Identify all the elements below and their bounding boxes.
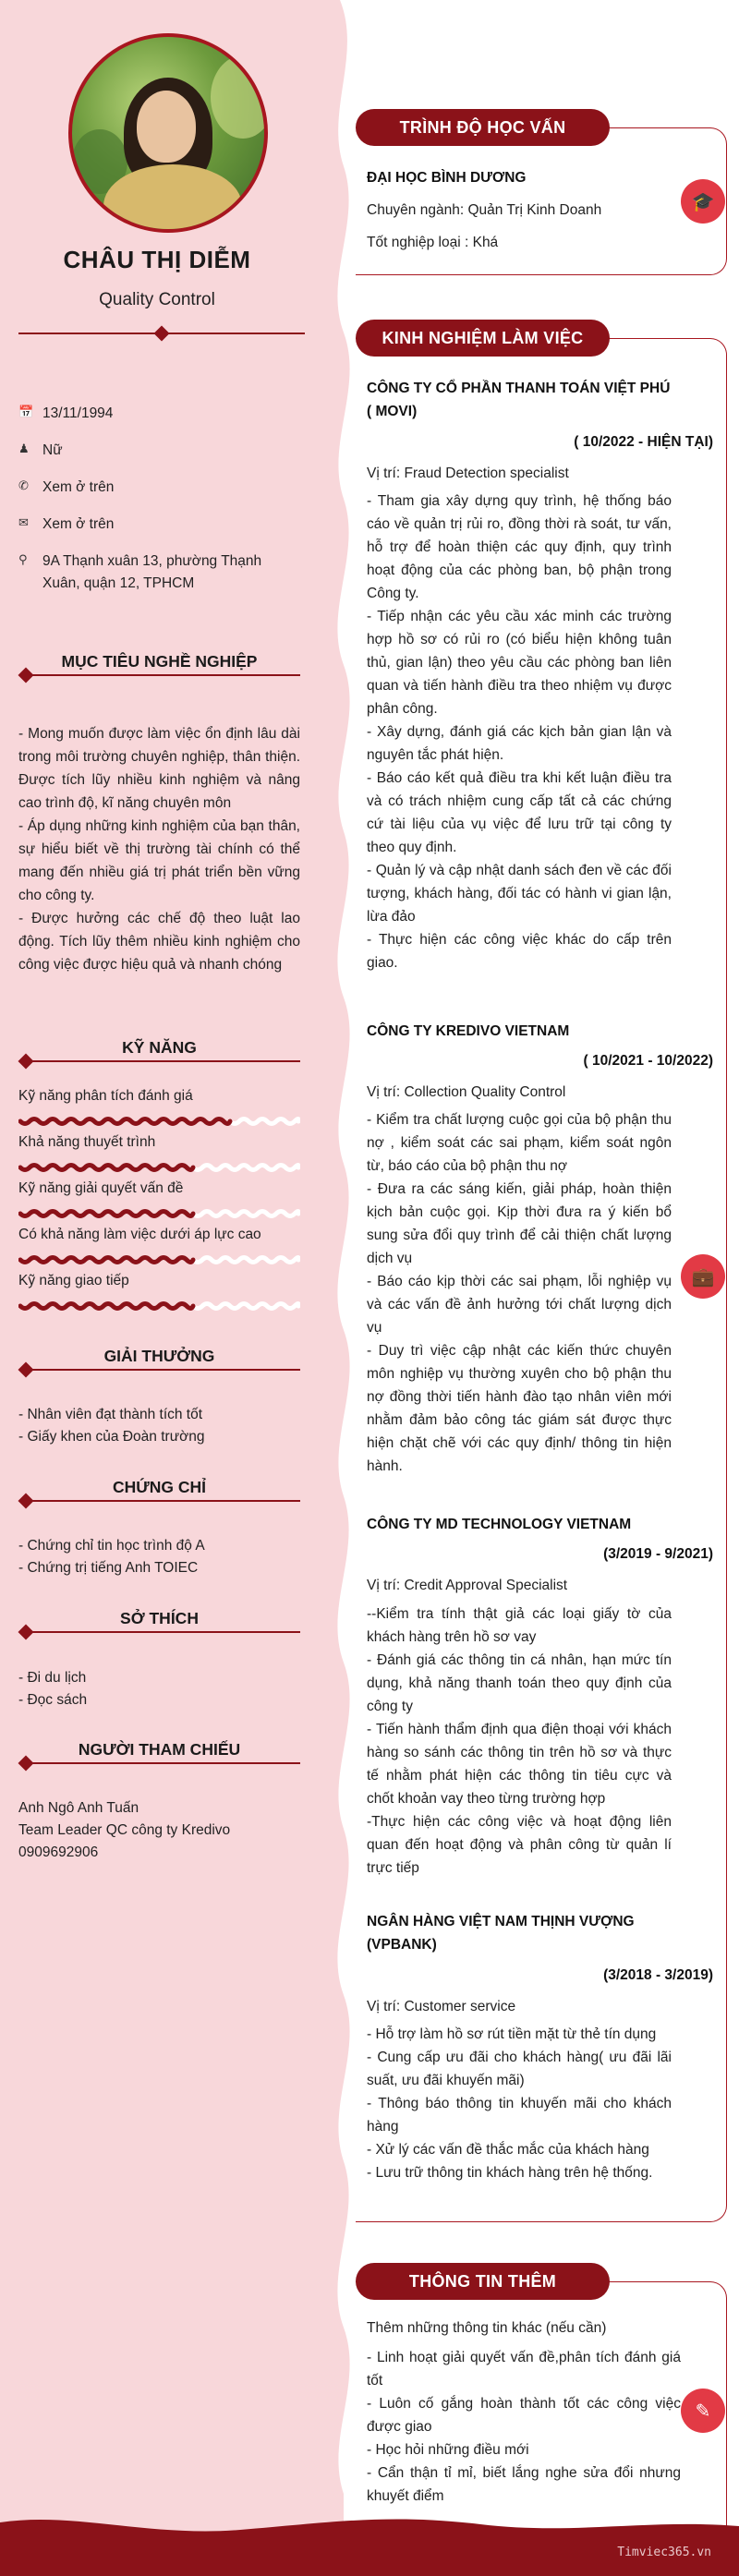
skills-heading: [18, 1038, 300, 1060]
gender-value: Nữ: [42, 442, 63, 458]
job-description: - Hỗ trợ làm hồ sơ rút tiền mặt từ thẻ tín dụng - Cung cấp ưu đãi cho khách hàng( ưu đãi lãi suất, ưu đãi khuyến mãi) - Thông báo thông tin khuyến mãi cho khách hàng - Xử lý các vấn đề thắc mắc của khách hàng - Lưu trữ thông tin khách hàng trên hệ thống.: [367, 2026, 672, 2181]
skill-item: [18, 1180, 300, 1197]
address-value: 9A Thạnh xuân 13, phường Thạnh Xuân, quận 12, TPHCM: [42, 553, 262, 591]
briefcase-icon: 💼: [681, 1254, 725, 1299]
dob-row: [18, 403, 113, 425]
job-title: Quality Control: [99, 290, 215, 309]
experience-heading: KINH NGHIỆM LÀM VIỆC: [356, 320, 610, 357]
graduation-cap-icon: 🎓: [681, 179, 725, 224]
skill-item: [18, 1134, 300, 1151]
additional-heading: THÔNG TIN THÊM: [356, 2263, 610, 2300]
user-icon: ♟: [18, 441, 30, 455]
job-period: ( 10/2022 - HIỆN TẠI): [574, 434, 713, 450]
skills-title: KỸ NĂNG: [122, 1038, 197, 1057]
skill-bar-track: [193, 1212, 298, 1216]
calendar-icon: 📅: [18, 405, 34, 418]
education-school: ĐẠI HỌC BÌNH DƯƠNG: [367, 170, 527, 186]
job-position: Vị trí: Customer service: [367, 1999, 516, 2014]
watermark: Timviec365.vn: [617, 2546, 711, 2559]
skill-bar-track: [230, 1119, 298, 1124]
job-period: ( 10/2021 - 10/2022): [583, 1053, 713, 1069]
avatar: [68, 33, 268, 233]
job-description: - Tham gia xây dựng quy trình, hệ thống báo cáo về quản trị rủi ro, đồng thời rà soát, tư vấn, hỗ trợ để hoàn thiện các quy định, quy trình hoạt động của các phòng ban, bộ phận trong Công ty. - Tiếp nhận các yêu cầu xác minh các trường hợp hồ sơ có rủi ro (có biểu hiện không tuân thủ, gian lận) theo yêu cầu các phòng ban liên quan và tiến hành điều tra theo nhiệm vụ được phân công. - Xây dựng, đánh giá các kịch bản gian lận và nguyên tắc phát hiện. - Báo cáo kết quả điều tra khi kết luận điều tra và có trách nhiệm cung cấp tất cả các chứng cứ tài liệu của vụ việc để lưu trữ tại công ty theo quy định. - Quản lý và cập nhật danh sách đen về các đối tượng, khách hàng, đối tác có hành vi gian lận, lừa đảo - Thực hiện các công việc khác do cấp trên giao.: [367, 493, 672, 971]
email-row: [18, 514, 114, 536]
reference-title: NGƯỜI THAM CHIẾU: [78, 1740, 241, 1759]
candidate-name: CHÂU THỊ DIỄM: [63, 246, 251, 273]
name-divider: [18, 327, 305, 340]
hobbies-text: - Đi du lịch - Đọc sách: [18, 1670, 88, 1708]
skill-item: [18, 1088, 300, 1105]
education-heading: TRÌNH ĐỘ HỌC VẤN: [356, 109, 610, 146]
skill-name: Có khả năng làm việc dưới áp lực cao: [18, 1227, 261, 1242]
certificates-heading: [18, 1478, 300, 1500]
skill-bar-fill: [20, 1166, 193, 1170]
skill-bar: [18, 1162, 300, 1173]
objective-title: MỤC TIÊU NGHỀ NGHIỆP: [61, 652, 258, 671]
skill-name: Kỹ năng giải quyết vấn đề: [18, 1180, 184, 1196]
reference-heading: [18, 1740, 300, 1762]
job-company: CÔNG TY MD TECHNOLOGY VIETNAM: [367, 1517, 632, 1532]
education-grade: Tốt nghiệp loại : Khá: [367, 235, 499, 250]
address-row: [18, 550, 286, 595]
job-position: Vị trí: Fraud Detection specialist: [367, 466, 569, 481]
additional-text: - Linh hoạt giải quyết vấn đề,phân tích đánh giá tốt - Luôn cố gắng hoàn thành tốt các công việc được giao - Học hỏi những điều mới - Cẩn thận tỉ mỉ, biết lắng nghe sửa đổi nhưng khuyết điểm: [367, 2350, 681, 2504]
skill-bar-track: [193, 1258, 298, 1263]
location-icon: ⚲: [18, 552, 28, 566]
skill-item: [18, 1273, 300, 1289]
skill-bar-fill: [20, 1258, 193, 1263]
skill-bar-fill: [20, 1212, 193, 1216]
hobbies-heading: [18, 1609, 300, 1631]
job-period: (3/2018 - 3/2019): [603, 1967, 713, 1983]
objective-text: - Mong muốn được làm việc ổn định lâu dài trong môi trường chuyên nghiệp, thân thiện. Được tích lũy nhiều kinh nghiệm và nâng cao trình độ, kĩ năng chuyên môn - Áp dụng những kinh nghiệm của bạn thân, sự hiểu biết về thị trường tài chính có thể mang đến nhiều giá trị phát triển bền vững cho công ty. - Được hưởng các chế độ theo luật lao động. Tích lũy thêm nhiều kinh nghiệm cho công việc được hiệu quả và nhanh chóng: [18, 726, 300, 973]
skill-bar: [18, 1116, 300, 1127]
education-major: Chuyên ngành: Quản Trị Kinh Doanh: [367, 202, 602, 218]
skill-bar-fill: [20, 1304, 193, 1309]
skill-name: Kỹ năng phân tích đánh giá: [18, 1088, 193, 1104]
pencil-icon: ✎: [681, 2389, 725, 2433]
job-description: - Kiểm tra chất lượng cuộc gọi của bộ phận thu nợ , kiểm soát các sai phạm, kiểm soát ngôn từ, báo cáo của bộ phận thu nợ - Đưa ra các sáng kiến, giải pháp, hoàn thiện kịch bản cuộc gọi. Kịp thời đưa ra ý kiến bổ sung sửa đổi quy trình để cải thiện chất lượng dịch vụ - Báo cáo kịp thời các sai phạm, lỗi nghiệp vụ và các vấn đề ảnh hưởng tới chất lượng dịch vụ - Duy trì việc cập nhật các kiến thức chuyên môn nghiệp vụ thường xuyên cho bộ phận thu nợ đồng thời tiến hành đào tạo nhân viên mới nhằm đảm bảo công tác giám sát được thực hiện chặt chẽ với các quy định/ thông tin hiện hành.: [367, 1112, 672, 1474]
skill-name: Kỹ năng giao tiếp: [18, 1273, 129, 1288]
skill-bar: [18, 1208, 300, 1219]
job-company: CÔNG TY CỔ PHẦN THANH TOÁN VIỆT PHÚ ( MOVI): [367, 381, 671, 419]
awards-heading: [18, 1347, 300, 1369]
reference-text: Anh Ngô Anh Tuấn Team Leader QC công ty Kredivo 0909692906: [18, 1800, 231, 1860]
hobbies-title: SỞ THÍCH: [120, 1609, 199, 1627]
job-period: (3/2019 - 9/2021): [603, 1546, 713, 1562]
bottom-wave-decoration: [0, 2509, 739, 2576]
objective-heading: [18, 652, 300, 674]
skill-bar: [18, 1254, 300, 1265]
skill-name: Khả năng thuyết trình: [18, 1134, 156, 1150]
job-description: --Kiểm tra tính thật giả các loại giấy tờ của khách hàng trên hồ sơ vay - Đánh giá các thông tin cá nhân, hạn mức tín dụng, khả năng thanh toán theo quy định của công ty - Tiến hành thẩm định qua điện thoại với khách hàng so sánh các thông tin trên hồ sơ và thực tế nhằm phát hiện các thông tin tiêu cực và chốt khoản vay theo từng trường hợp -Thực hiện các công việc và hoạt động liên quan đến hoạt động và phân công từ quản lí trực tiếp: [367, 1606, 672, 1876]
skill-bar-fill: [20, 1119, 230, 1124]
job-company: NGÂN HÀNG VIỆT NAM THỊNH VƯỢNG (VPBANK): [367, 1914, 635, 1953]
certificates-text: - Chứng chỉ tin học trình độ A - Chứng trị tiếng Anh TOIEC: [18, 1538, 205, 1576]
email-icon: ✉: [18, 515, 29, 529]
skill-bar: [18, 1300, 300, 1312]
phone-row: [18, 477, 114, 499]
gender-row: [18, 440, 63, 462]
awards-title: GIẢI THƯỞNG: [103, 1347, 215, 1365]
awards-text: - Nhân viên đạt thành tích tốt - Giấy khen của Đoàn trường: [18, 1407, 205, 1445]
email-value: Xem ở trên: [42, 516, 115, 532]
job-position: Vị trí: Credit Approval Specialist: [367, 1578, 568, 1593]
skill-bar-track: [193, 1166, 298, 1170]
skill-bar-track: [193, 1304, 298, 1309]
skill-item: [18, 1227, 300, 1243]
phone-icon: ✆: [18, 478, 29, 492]
job-position: Vị trí: Collection Quality Control: [367, 1084, 566, 1100]
additional-intro: Thêm những thông tin khác (nếu cần): [367, 2320, 607, 2336]
job-company: CÔNG TY KREDIVO VIETNAM: [367, 1023, 570, 1039]
dob-value: 13/11/1994: [42, 405, 114, 421]
certificates-title: CHỨNG CHỈ: [112, 1478, 207, 1496]
phone-value: Xem ở trên: [42, 479, 115, 495]
